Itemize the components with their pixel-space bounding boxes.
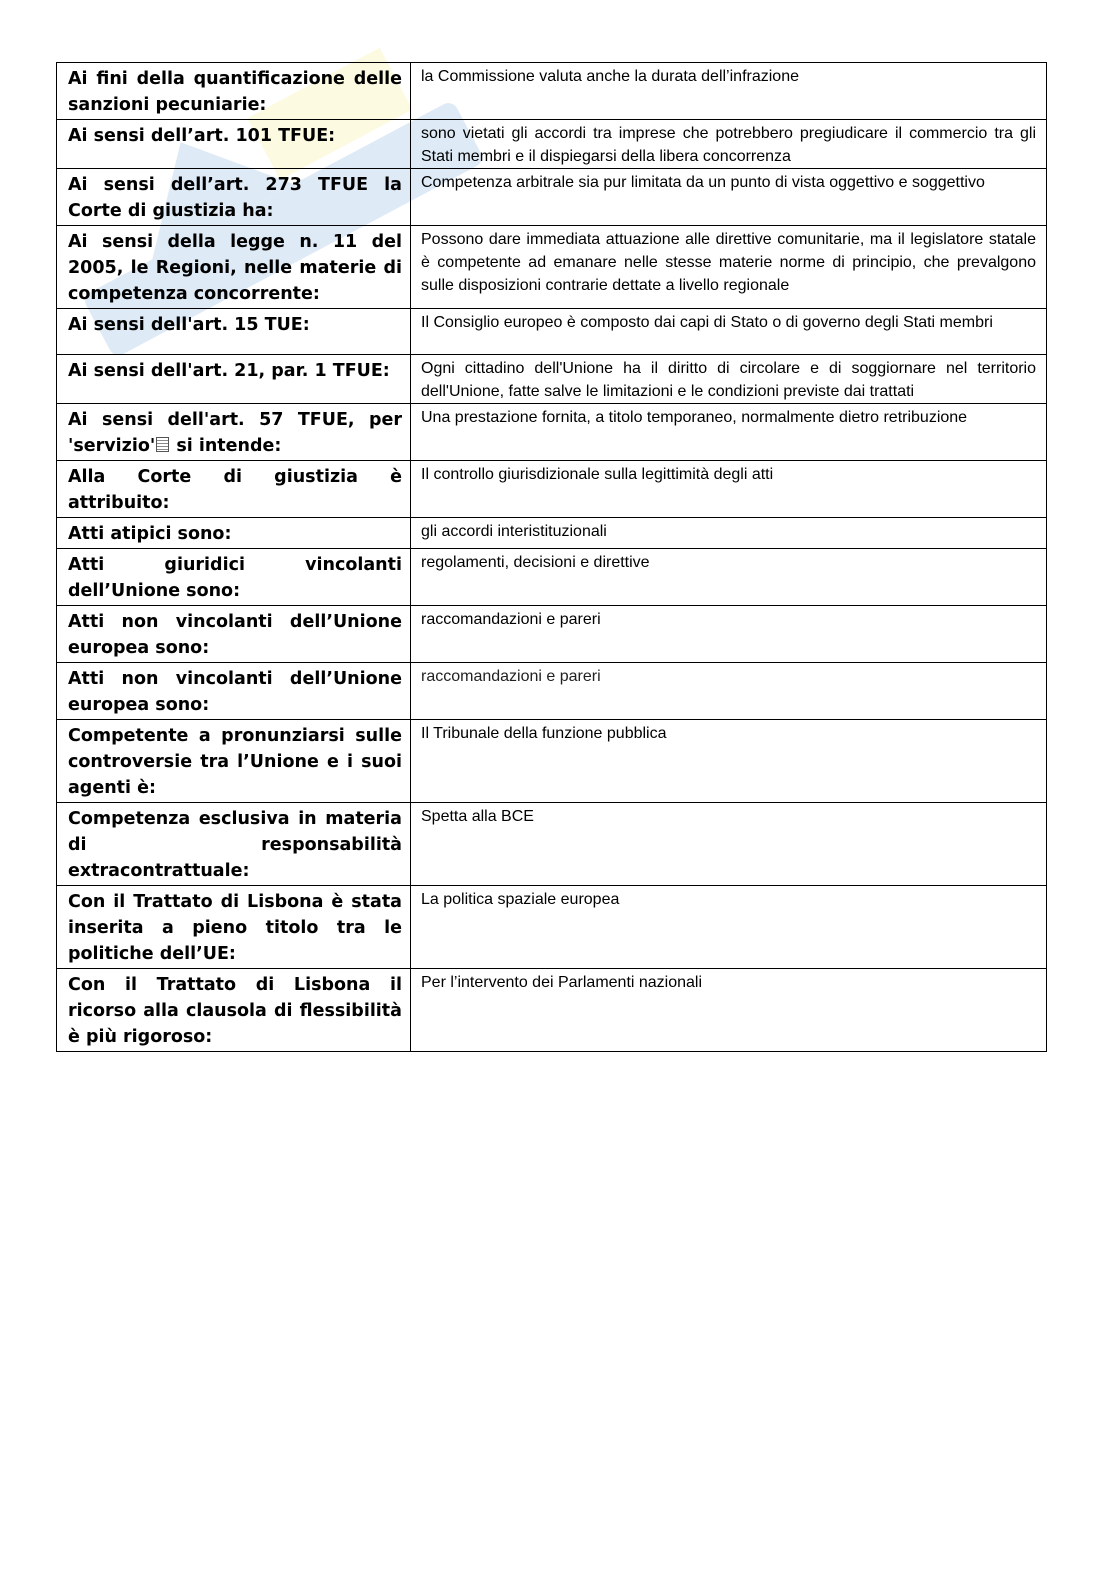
answer-cell: regolamenti, decisioni e direttive: [411, 549, 1047, 606]
table-row: [57, 226, 1047, 309]
table-row: [57, 309, 1047, 355]
table-row: [57, 886, 1047, 969]
question-cell: Ai sensi dell'art. 15 TUE:: [57, 309, 411, 355]
answer-cell: Una prestazione fornita, a titolo temporaneo, normalmente dietro retribuzione: [411, 404, 1047, 461]
table-row: [57, 969, 1047, 1052]
answer-cell: Competenza arbitrale sia pur limitata da un punto di vista oggettivo e soggettivo: [411, 169, 1047, 226]
answer-cell: Per l’intervento dei Parlamenti nazionali: [411, 969, 1047, 1052]
document-icon: [156, 437, 169, 452]
question-cell: Ai sensi dell’art. 273 TFUE la Corte di giustizia ha:: [57, 169, 411, 226]
answer-cell: gli accordi interistituzionali: [411, 518, 1047, 549]
question-cell: Alla Corte di giustizia è attribuito:: [57, 461, 411, 518]
answer-cell: raccomandazioni e pareri: [411, 606, 1047, 663]
table-row: [57, 606, 1047, 663]
table-row: [57, 663, 1047, 720]
table-row: [57, 549, 1047, 606]
question-cell: Con il Trattato di Lisbona è stata inserita a pieno titolo tra le politiche dell’UE:: [57, 886, 411, 969]
question-cell: Atti non vincolanti dell’Unione europea sono:: [57, 663, 411, 720]
question-text: Ai sensi dell'art. 57 TFUE, per 'servizio': [68, 410, 402, 456]
answer-cell: raccomandazioni e pareri: [411, 663, 1047, 720]
answer-cell: La politica spaziale europea: [411, 886, 1047, 969]
table-row: [57, 518, 1047, 549]
table-row: [57, 803, 1047, 886]
question-cell: Con il Trattato di Lisbona il ricorso alla clausola di flessibilità è più rigoroso:: [57, 969, 411, 1052]
table-row: [57, 404, 1047, 461]
question-cell: Ai sensi della legge n. 11 del 2005, le Regioni, nelle materie di competenza concorrente:: [57, 226, 411, 309]
question-cell: Competente a pronunziarsi sulle controversie tra l’Unione e i suoi agenti è:: [57, 720, 411, 803]
table-row: [57, 461, 1047, 518]
answer-cell: Possono dare immediata attuazione alle direttive comunitarie, ma il legislatore statale è competente ad emanare nelle stesse materie norme di principio, che prevalgono sulle disposizioni contrarie dettate a livello regionale: [411, 226, 1047, 309]
question-cell: Competenza esclusiva in materia di responsabilità extracontrattuale:: [57, 803, 411, 886]
answer-cell: Ogni cittadino dell'Unione ha il diritto di circolare e di soggiornare nel territorio dell'Unione, fatte salve le limitazioni e le condizioni previste dai trattati: [411, 355, 1047, 404]
table-row: [57, 720, 1047, 803]
qa-table: [56, 62, 1047, 1052]
question-cell: [57, 404, 411, 461]
question-cell: Ai fini della quantificazione delle sanzioni pecuniarie:: [57, 63, 411, 120]
question-cell: Atti non vincolanti dell’Unione europea sono:: [57, 606, 411, 663]
table-row: [57, 63, 1047, 120]
answer-cell: Il Tribunale della funzione pubblica: [411, 720, 1047, 803]
question-cell: Ai sensi dell'art. 21, par. 1 TFUE:: [57, 355, 411, 404]
question-cell: Atti giuridici vincolanti dell’Unione sono:: [57, 549, 411, 606]
answer-cell: Il Consiglio europeo è composto dai capi di Stato o di governo degli Stati membri: [411, 309, 1047, 355]
question-cell: Ai sensi dell’art. 101 TFUE:: [57, 120, 411, 169]
table-row: [57, 169, 1047, 226]
answer-cell: Il controllo giurisdizionale sulla legittimità degli atti: [411, 461, 1047, 518]
answer-cell: sono vietati gli accordi tra imprese che potrebbero pregiudicare il commercio tra gli Stati membri e il dispiegarsi della libera concorrenza: [411, 120, 1047, 169]
table-row: [57, 355, 1047, 404]
table-row: [57, 120, 1047, 169]
answer-cell: la Commissione valuta anche la durata dell’infrazione: [411, 63, 1047, 120]
question-text-end: si intende:: [170, 436, 282, 456]
question-cell: Atti atipici sono:: [57, 518, 411, 549]
answer-cell: Spetta alla BCE: [411, 803, 1047, 886]
